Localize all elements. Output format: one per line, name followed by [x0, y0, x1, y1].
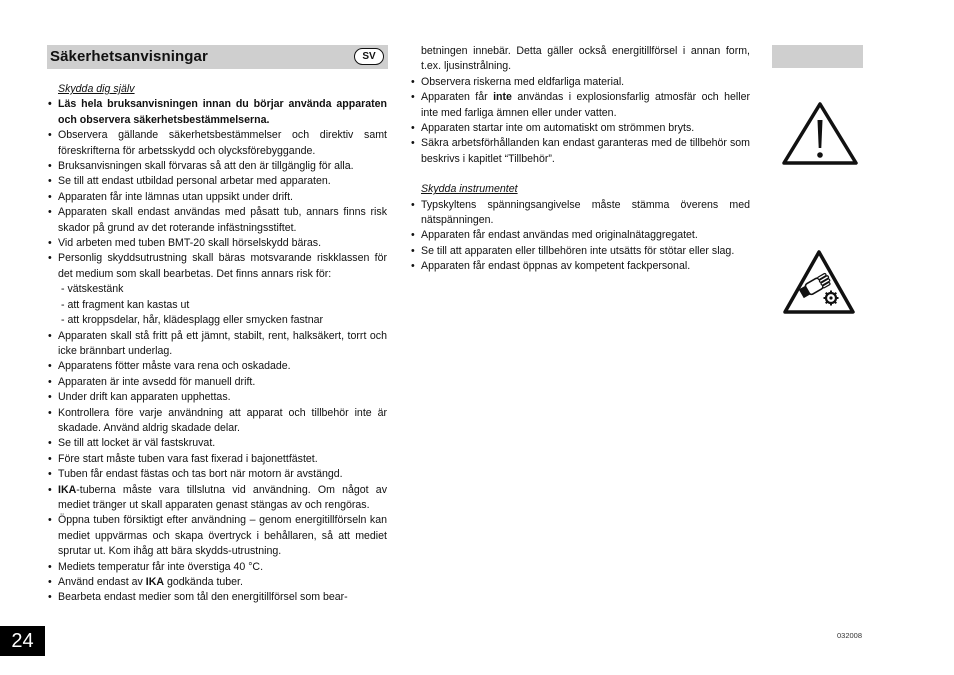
item-text: Använd endast av — [58, 576, 146, 588]
list-item: • Före start måste tuben vara fast fixerad i bajonettfästet. — [47, 452, 387, 467]
list-item: • Se till att endast utbildad personal arbetar med apparaten. — [47, 174, 387, 189]
warning-triangle-icon — [781, 100, 859, 166]
item-text: användas i explosionsfarlig atmosfär och heller inte med farliga ämnen eller under vatten. — [421, 91, 751, 119]
list-item: • Apparaten startar inte om automatiskt om strömmen bryts. — [410, 121, 750, 136]
list-item: • Apparaten får endast öppnas av kompetent fackpersonal. — [410, 259, 750, 274]
list-item: • Bearbeta endast medier som tål den energitillförsel som bear- — [47, 590, 387, 605]
list-item: • Vid arbeten med tuben BMT-20 skall hörselskydd bäras. — [47, 236, 387, 251]
item-text: Apparaten får — [421, 91, 494, 104]
brand-name: IKA — [58, 483, 77, 496]
subsection-title: Skydda instrumentet — [421, 183, 518, 196]
list-item: • Tuben får endast fästas och tas bort när motorn är avstängd. — [47, 467, 387, 482]
subsection-title: Skydda dig själv — [58, 83, 135, 95]
emphasis-text: inte — [493, 91, 512, 104]
list-item: • Observera riskerna med eldfarliga material. — [410, 75, 750, 90]
page-number: 24 — [0, 626, 45, 656]
list-item: • Apparaten får endast användas med originalnätaggregatet. — [410, 228, 750, 243]
list-item: • Apparaten får inte lämnas utan uppsikt under drift. — [47, 190, 387, 205]
brand-name: IKA — [145, 576, 165, 588]
item-text: godkända tuber. — [164, 576, 243, 588]
sub-item: - att fragment kan kastas ut — [61, 298, 190, 311]
list-item: • Apparaten skall endast användas med påsatt tub, annars finns risk skador på grund av det roterande infästningsstiftet. — [47, 205, 387, 236]
list-item: • Öppna tuben försiktigt efter användning – genom energitillförseln kan mediet uppvärmas och skapa övertryck i behållaren, så att mediet sprutar ut. Kom ihåg att bära skydds-utrustning. — [47, 513, 387, 559]
sub-item: - vätskestänk — [61, 283, 124, 296]
document-code: 032008 — [837, 631, 863, 640]
list-item: • Personlig skyddsutrustning skall bäras motsvarande riskklassen för det medium som skall bearbetas. Det finns annars risk för: — [47, 251, 387, 282]
continuation-text: betningen innebär. Detta gäller också energitillförsel i annan form, t.ex. ljusinstrålning. — [421, 45, 750, 73]
list-item: • Observera gällande säkerhetsbestämmelser och direktiv samt föreskrifterna för arbetsskydd och olycksförebyggande. — [47, 128, 387, 159]
list-item: • Se till att apparaten eller tillbehören inte utsätts för stötar eller slag. — [410, 244, 750, 259]
section-header — [47, 45, 388, 69]
list-item: • Apparatens fötter måste vara rena och oskadade. — [47, 359, 387, 374]
language-badge: SV — [354, 48, 384, 65]
list-item: • Typskyltens spänningsangivelse måste stämma överens med nätspänningen. — [410, 198, 750, 229]
item-text: -tuberna måste vara tillslutna vid användning. Om något av mediet tränger ut skall apparaten genast stängas av och rengöras. — [58, 483, 387, 511]
list-item: • Mediets temperatur får inte överstiga 40 °C. — [47, 560, 387, 575]
hand-entanglement-warning-icon — [782, 249, 856, 315]
section-title: Säkerhetsanvisningar — [50, 48, 208, 65]
sub-item: - att kroppsdelar, hår, klädesplagg eller smycken fastnar — [61, 314, 324, 327]
left-column — [47, 82, 387, 606]
list-item: • Se till att locket är väl fastskruvat. — [47, 436, 387, 451]
margin-header-bar — [772, 45, 863, 68]
right-column — [410, 44, 750, 275]
list-item: • Läs hela bruksanvisningen innan du börjar använda apparaten och observera säkerhetsbestämmelserna. — [47, 97, 387, 128]
list-item: • Säkra arbetsförhållanden kan endast garanteras med de tillbehör som beskrivs i kapitlet “Tillbehör”. — [410, 136, 750, 167]
list-item — [47, 575, 387, 590]
list-item: • Kontrollera före varje användning att apparat och tillbehör inte är skadade. Använd aldrig skadade delar. — [47, 406, 387, 437]
spacer — [410, 167, 750, 182]
list-item — [47, 483, 387, 514]
list-item — [410, 90, 750, 121]
list-item: • Under drift kan apparaten upphettas. — [47, 390, 387, 405]
list-item: • Apparaten är inte avsedd för manuell drift. — [47, 375, 387, 390]
list-item: • Apparaten skall stå fritt på ett jämnt, stabilt, rent, halksäkert, torrt och icke brännbart underlag. — [47, 329, 387, 360]
list-item: • Bruksanvisningen skall förvaras så att den är tillgänglig för alla. — [47, 159, 387, 174]
